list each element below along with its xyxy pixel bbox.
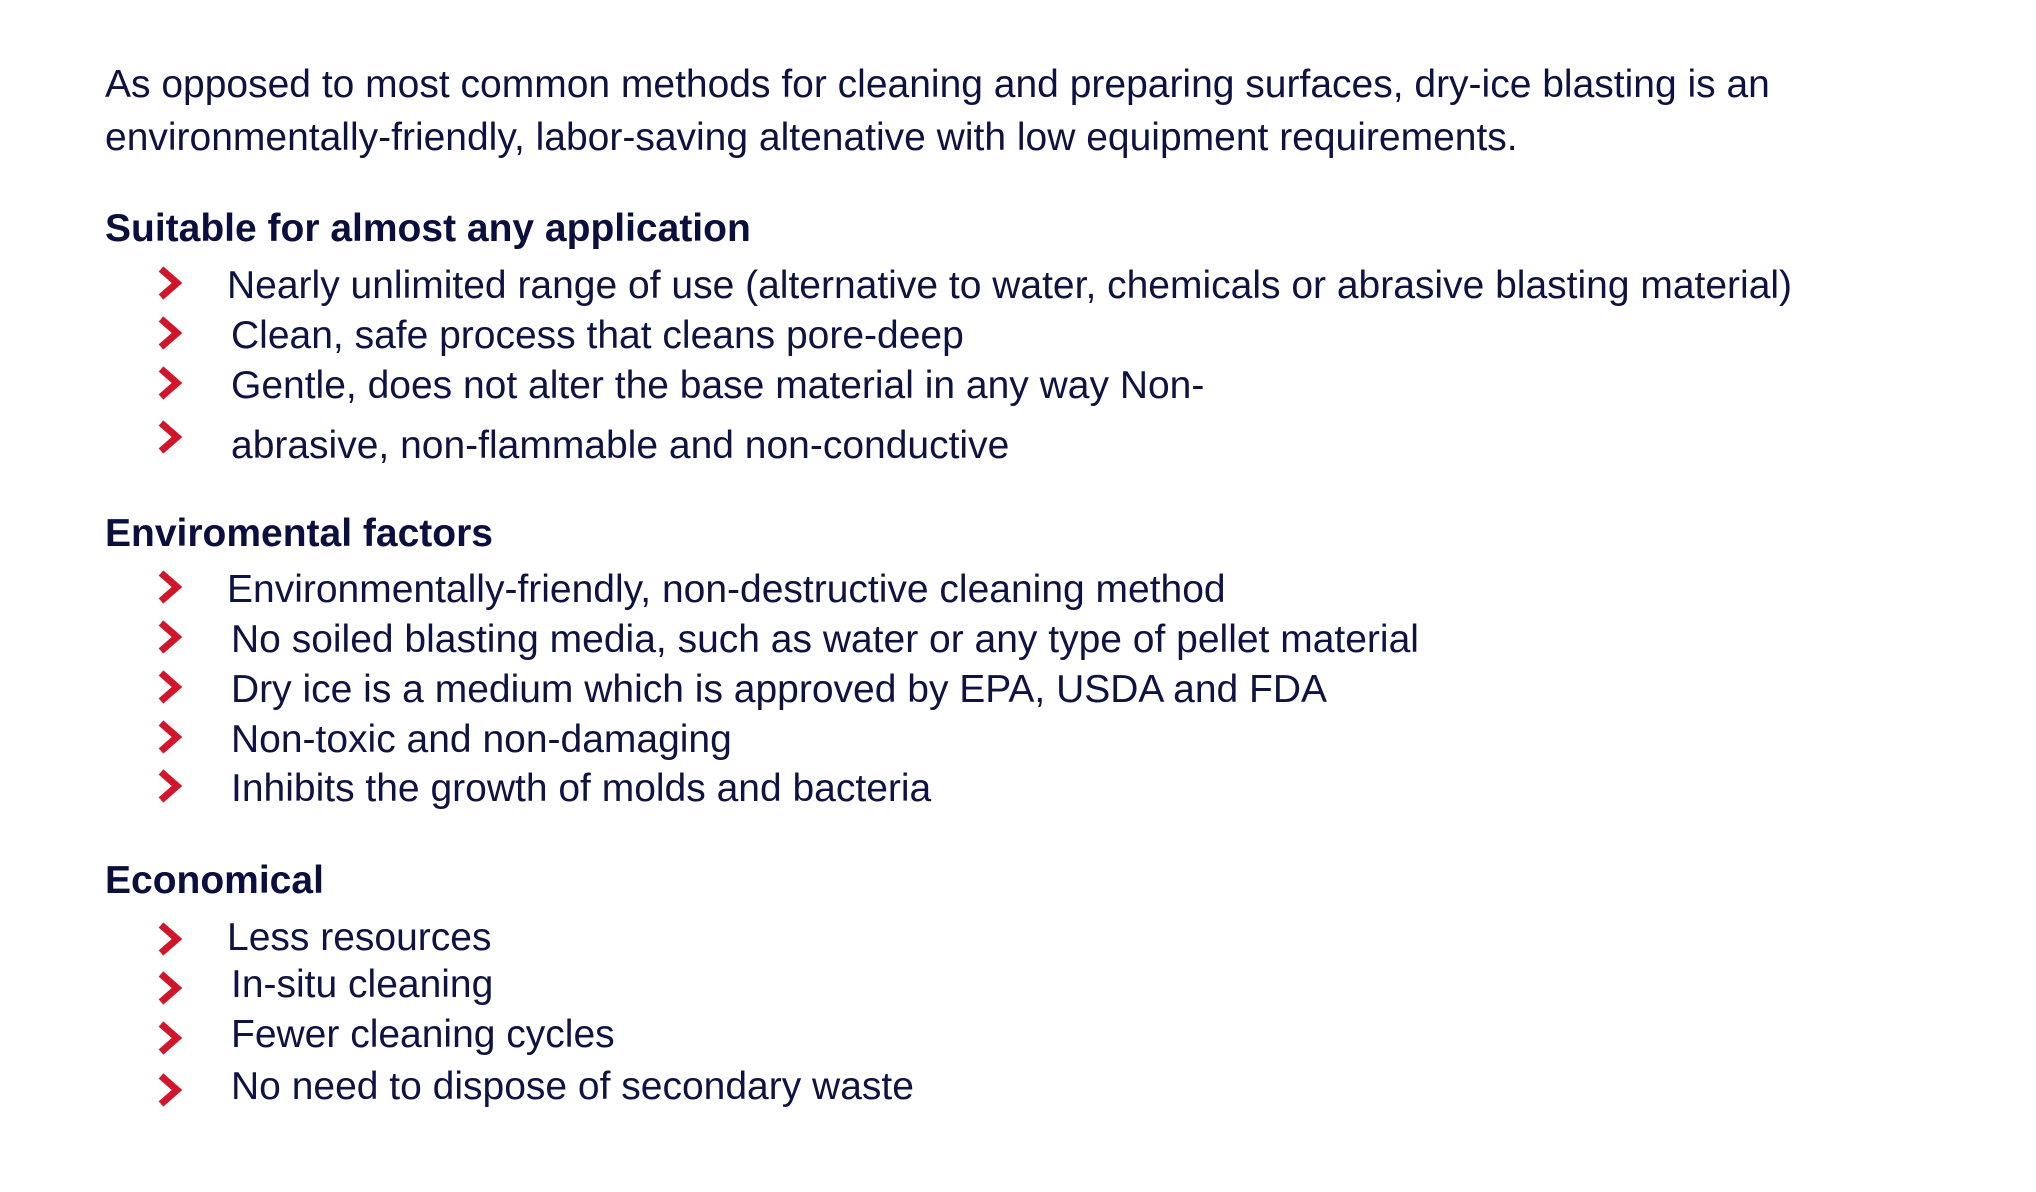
list-item-text: Fewer cleaning cycles bbox=[231, 1013, 615, 1056]
list-item bbox=[155, 1063, 1955, 1113]
list-item bbox=[155, 1011, 1955, 1061]
chevron-right-icon bbox=[155, 769, 185, 803]
chevron-right-icon bbox=[155, 570, 185, 604]
list-item bbox=[155, 666, 1955, 716]
chevron-right-icon bbox=[155, 366, 185, 400]
list-item bbox=[155, 914, 1955, 964]
list-item-text: Environmentally-friendly, non-destructive cleaning method bbox=[227, 568, 1226, 611]
list-item bbox=[155, 312, 1955, 362]
section-heading-environmental: Enviromental factors bbox=[105, 512, 493, 555]
list-item-text: Dry ice is a medium which is approved by EPA, USDA and FDA bbox=[231, 668, 1328, 711]
list-item bbox=[155, 961, 1955, 1011]
list-item-text: Nearly unlimited range of use (alternative to water, chemicals or abrasive blasting material) bbox=[227, 264, 1793, 307]
list-item-text: Non-toxic and non-damaging bbox=[231, 718, 732, 761]
list-item-text: No soiled blasting media, such as water or any type of pellet material bbox=[231, 618, 1419, 661]
list-item bbox=[155, 765, 1955, 815]
list-item-text: Clean, safe process that cleans pore-deep bbox=[231, 314, 964, 357]
list-item bbox=[155, 362, 1955, 412]
list-item-text: abrasive, non-flammable and non-conductive bbox=[231, 424, 1010, 467]
list-item bbox=[155, 262, 1955, 312]
intro-paragraph: As opposed to most common methods for cleaning and preparing surfaces, dry-ice blasting is an environmentally-friendly, labor-saving altenative with low equipment requirements. bbox=[105, 63, 1770, 159]
chevron-right-icon bbox=[155, 922, 185, 956]
chevron-right-icon bbox=[155, 1021, 185, 1055]
chevron-right-icon bbox=[155, 670, 185, 704]
list-item-text: In-situ cleaning bbox=[231, 963, 494, 1006]
section-heading-economical: Economical bbox=[105, 859, 324, 902]
list-item-text: No need to dispose of secondary waste bbox=[231, 1065, 914, 1108]
section-heading-application: Suitable for almost any application bbox=[105, 207, 751, 250]
chevron-right-icon bbox=[155, 971, 185, 1005]
list-item bbox=[155, 422, 1955, 472]
chevron-right-icon bbox=[155, 1073, 185, 1107]
chevron-right-icon bbox=[155, 720, 185, 754]
list-item bbox=[155, 566, 1955, 616]
list-item-text: Less resources bbox=[227, 916, 492, 959]
list-item bbox=[155, 716, 1955, 766]
chevron-right-icon bbox=[155, 316, 185, 350]
chevron-right-icon bbox=[155, 620, 185, 654]
chevron-right-icon bbox=[155, 266, 185, 300]
list-item bbox=[155, 616, 1955, 666]
chevron-right-icon bbox=[155, 420, 185, 454]
list-item-text: Inhibits the growth of molds and bacteria bbox=[231, 767, 932, 810]
list-item-text: Gentle, does not alter the base material in any way Non- bbox=[231, 364, 1205, 407]
